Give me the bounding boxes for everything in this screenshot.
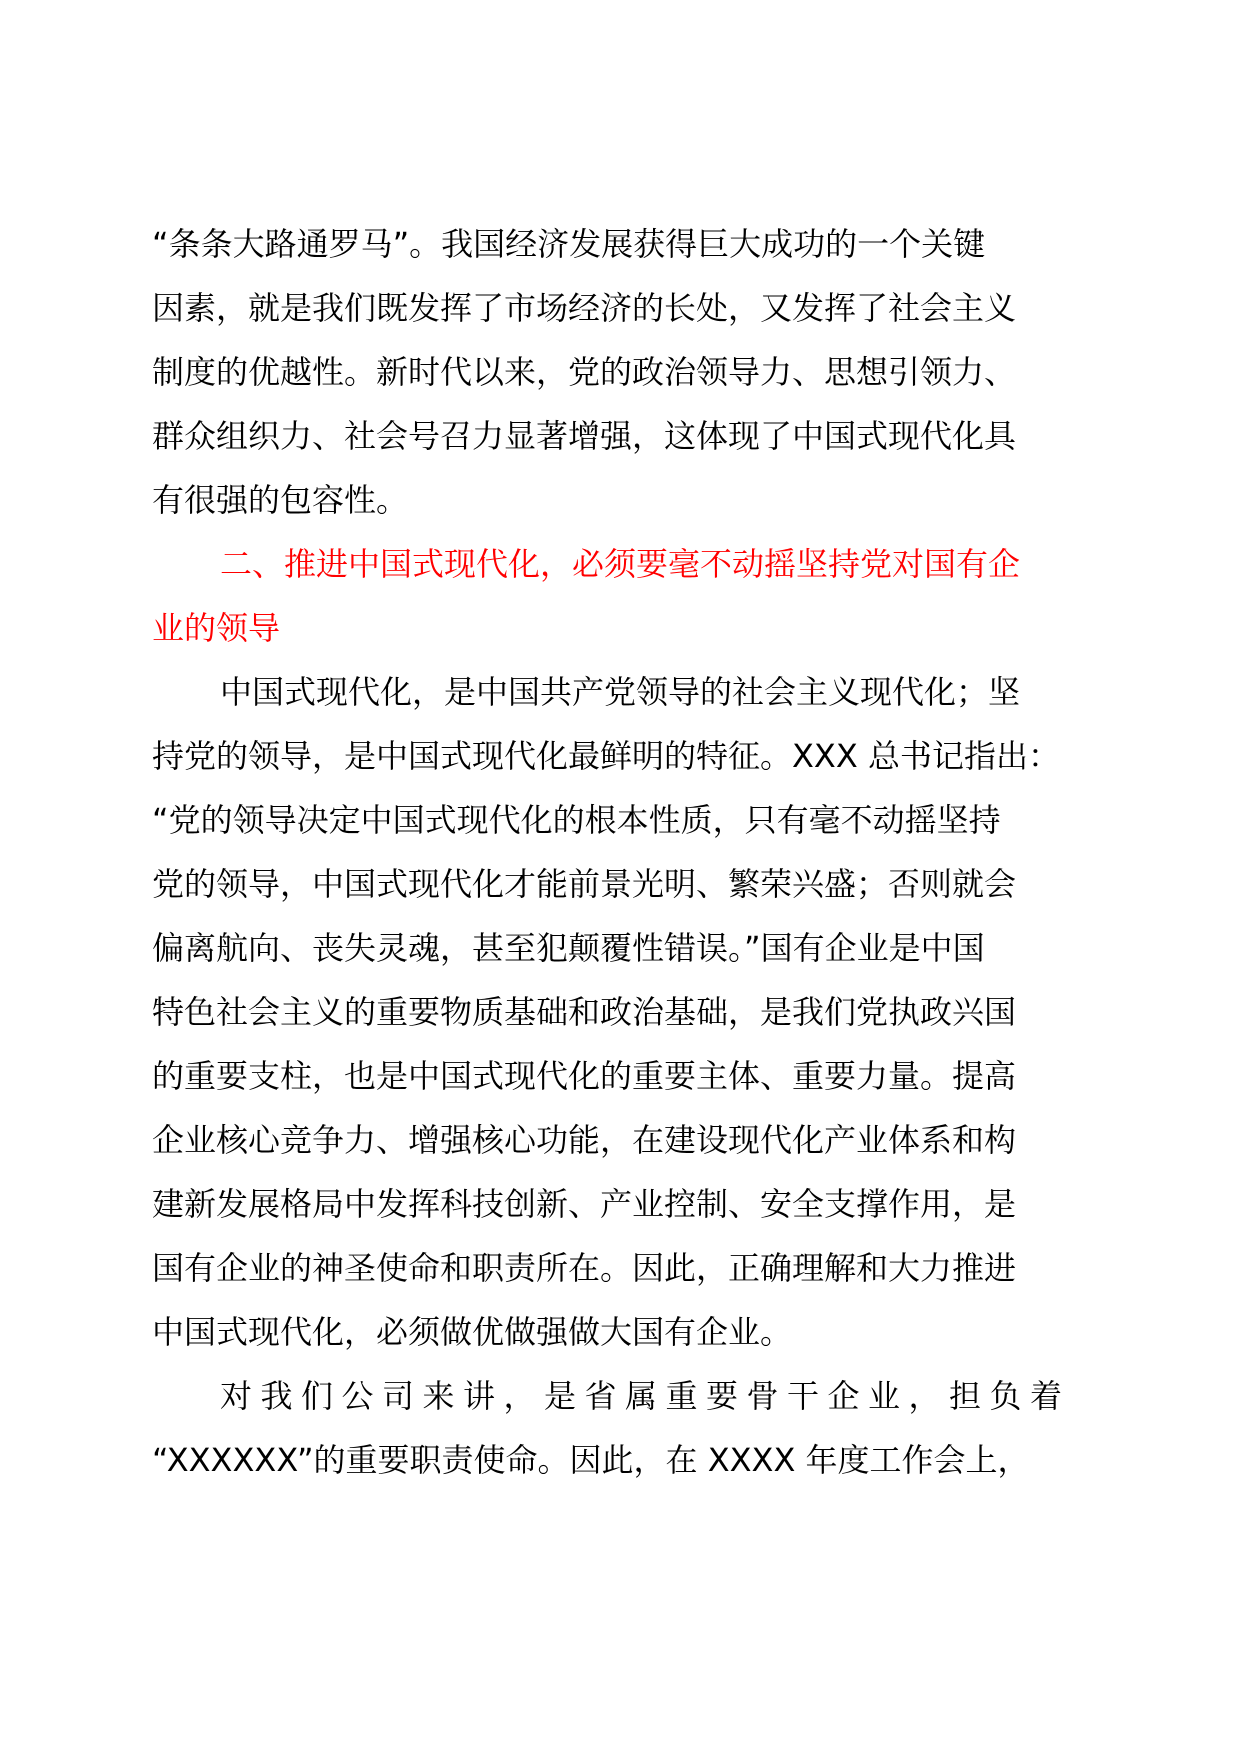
paragraph-line-2: 因素，就是我们既发挥了市场经济的长处，又发挥了社会主义 (152, 289, 1017, 327)
paragraph-line-7: 持党的领导，是中国式现代化最鲜明的特征。XXX 总书记指出： (152, 737, 1060, 775)
paragraph-line-8: “党的领导决定中国式现代化的根本性质，只有毫不动摇坚持 (152, 801, 1001, 839)
paragraph-line-16: 中国式现代化，必须做优做强做大国有企业。 (152, 1313, 793, 1351)
paragraph-line-3: 制度的优越性。新时代以来，党的政治领导力、思想引领力、 (152, 353, 1017, 391)
paragraph-line-4: 群众组织力、社会号召力显著增强，这体现了中国式现代化具 (152, 417, 1017, 455)
paragraph-line-11: 特色社会主义的重要物质基础和政治基础，是我们党执政兴国 (152, 993, 1017, 1031)
paragraph-line-13: 企业核心竞争力、增强核心功能，在建设现代化产业体系和构 (152, 1121, 1017, 1159)
section-heading-line-2: 业的领导 (152, 609, 281, 647)
paragraph-line-9: 党的领导，中国式现代化才能前景光明、繁荣兴盛；否则就会 (152, 865, 1017, 903)
paragraph-line-12: 的重要支柱，也是中国式现代化的重要主体、重要力量。提高 (152, 1057, 1017, 1095)
paragraph-line-17: 对我们公司来讲，是省属重要骨干企业，担负着 (220, 1377, 1071, 1415)
paragraph-line-18: “XXXXXX”的重要职责使命。因此，在 XXXX 年度工作会上， (152, 1441, 1030, 1479)
paragraph-line-10: 偏离航向、丧失灵魂，甚至犯颠覆性错误。”国有企业是中国 (152, 929, 985, 967)
paragraph-line-15: 国有企业的神圣使命和职责所在。因此，正确理解和大力推进 (152, 1249, 1017, 1287)
section-heading-line-1: 二、推进中国式现代化，必须要毫不动摇坚持党对国有企 (220, 545, 1021, 583)
paragraph-line-5: 有很强的包容性。 (152, 481, 409, 519)
paragraph-line-1: “条条大路通罗马”。我国经济发展获得巨大成功的一个关键 (152, 225, 986, 263)
paragraph-line-6: 中国式现代化，是中国共产党领导的社会主义现代化；坚 (220, 673, 1021, 711)
paragraph-line-14: 建新发展格局中发挥科技创新、产业控制、安全支撑作用，是 (152, 1185, 1017, 1223)
